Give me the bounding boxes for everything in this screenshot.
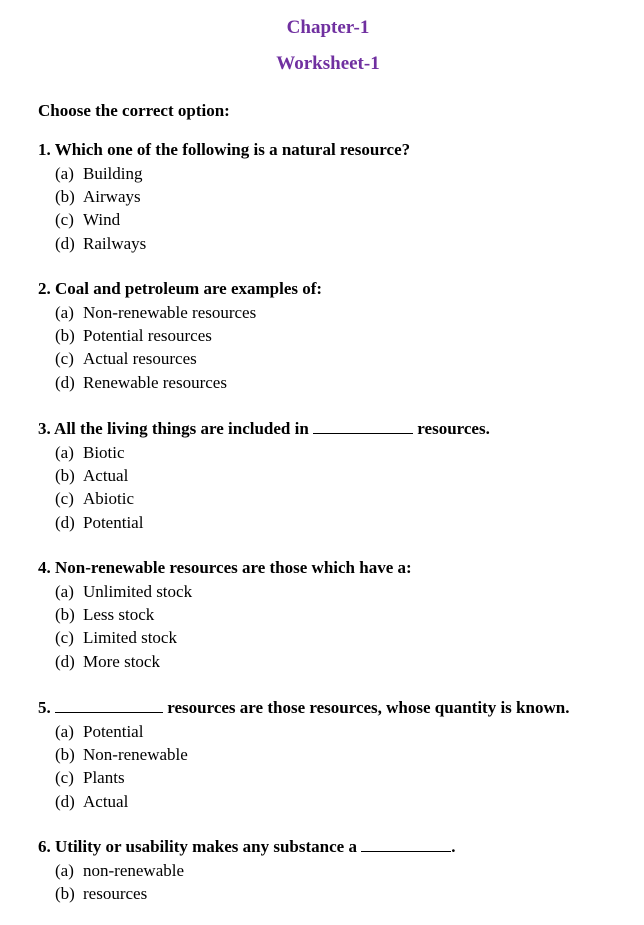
option-text: Building [83, 164, 143, 183]
instruction-text: Choose the correct option: [38, 101, 230, 120]
option-text: resources [83, 884, 148, 904]
option-c [55, 626, 618, 649]
option-letter: (a) [55, 582, 74, 601]
question-prefix: 2. Coal and petroleum are examples of: [38, 279, 323, 298]
worksheet-title: Worksheet-1 [276, 53, 380, 74]
option-text: Actual [83, 791, 129, 811]
option-b [55, 185, 618, 208]
option-list [38, 580, 618, 673]
option-c [55, 487, 618, 510]
option-text: Plants [83, 768, 125, 788]
question-3 [38, 418, 618, 534]
option-letter: (c) [55, 489, 74, 509]
option-list [38, 301, 618, 394]
option-c [55, 347, 618, 370]
option-letter: (b) [55, 745, 75, 765]
option-text: Actual resources [83, 349, 197, 369]
option-letter: (a) [55, 722, 74, 741]
option-a [55, 441, 618, 464]
option-text: Railways [83, 233, 147, 253]
option-letter: (b) [55, 884, 75, 904]
option-b [55, 882, 618, 905]
question-text [38, 836, 618, 859]
option-letter: (d) [55, 512, 75, 532]
option-d [55, 511, 618, 534]
chapter-title: Chapter-1 [286, 17, 370, 38]
option-letter: (b) [55, 466, 75, 486]
option-letter: (d) [55, 651, 75, 671]
question-suffix: resources. [413, 419, 490, 438]
option-text: More stock [83, 651, 160, 671]
option-text: Less stock [83, 605, 155, 625]
option-letter: (c) [55, 768, 74, 788]
option-a [55, 162, 618, 185]
option-d [55, 371, 618, 394]
option-letter: (b) [55, 605, 75, 625]
question-text [38, 697, 618, 720]
option-list [38, 162, 618, 255]
option-list [38, 720, 618, 813]
option-letter: (a) [55, 164, 74, 183]
option-a [55, 859, 618, 882]
option-d [55, 790, 618, 813]
question-text [38, 139, 618, 162]
option-text: Non-renewable [83, 745, 188, 765]
option-b [55, 603, 618, 626]
option-text: Abiotic [83, 489, 134, 509]
option-a [55, 301, 618, 324]
question-2 [38, 278, 618, 394]
option-list [38, 441, 618, 534]
question-text [38, 278, 618, 301]
option-text: Renewable resources [83, 372, 227, 392]
option-a [55, 580, 618, 603]
option-letter: (c) [55, 349, 74, 369]
question-prefix: 3. All the living things are included in [38, 419, 314, 438]
question-prefix: 4. Non-renewable resources are those which have a: [38, 558, 412, 577]
option-text: Potential [83, 722, 144, 741]
question-suffix: resources are those resources, whose quantity is known. [163, 698, 570, 717]
answer-blank[interactable] [55, 698, 163, 713]
option-text: Wind [83, 210, 121, 230]
option-letter: (d) [55, 233, 75, 253]
option-letter: (a) [55, 861, 74, 880]
option-text: Unlimited stock [83, 582, 193, 601]
option-letter: (c) [55, 210, 74, 230]
option-letter: (a) [55, 303, 74, 322]
option-a [55, 720, 618, 743]
option-c [55, 208, 618, 231]
option-letter: (d) [55, 791, 75, 811]
question-prefix: 6. Utility or usability makes any substance a [38, 837, 362, 856]
answer-blank[interactable] [313, 419, 413, 434]
option-text: Airways [83, 187, 141, 207]
question-1 [38, 139, 618, 255]
option-letter: (d) [55, 372, 75, 392]
option-c [55, 766, 618, 789]
option-text: Potential [83, 512, 144, 532]
option-b [55, 324, 618, 347]
option-d [55, 650, 618, 673]
option-text: non-renewable [83, 861, 185, 880]
question-prefix: 5. [38, 698, 55, 717]
question-4 [38, 557, 618, 673]
option-text: Non-renewable resources [83, 303, 257, 322]
option-text: Biotic [83, 443, 125, 462]
option-text: Actual [83, 466, 129, 486]
option-letter: (b) [55, 326, 75, 346]
option-d [55, 232, 618, 255]
question-prefix: 1. Which one of the following is a natural resource? [38, 140, 411, 159]
answer-blank[interactable] [361, 837, 451, 852]
question-5 [38, 697, 618, 813]
option-text: Potential resources [83, 326, 212, 346]
option-b [55, 743, 618, 766]
option-b [55, 464, 618, 487]
option-letter: (a) [55, 443, 74, 462]
question-text [38, 418, 618, 441]
question-suffix: . [451, 837, 456, 856]
question-6 [38, 836, 618, 905]
option-text: Limited stock [83, 628, 177, 648]
option-list [38, 859, 618, 905]
option-letter: (c) [55, 628, 74, 648]
option-letter: (b) [55, 187, 75, 207]
question-text [38, 557, 618, 580]
